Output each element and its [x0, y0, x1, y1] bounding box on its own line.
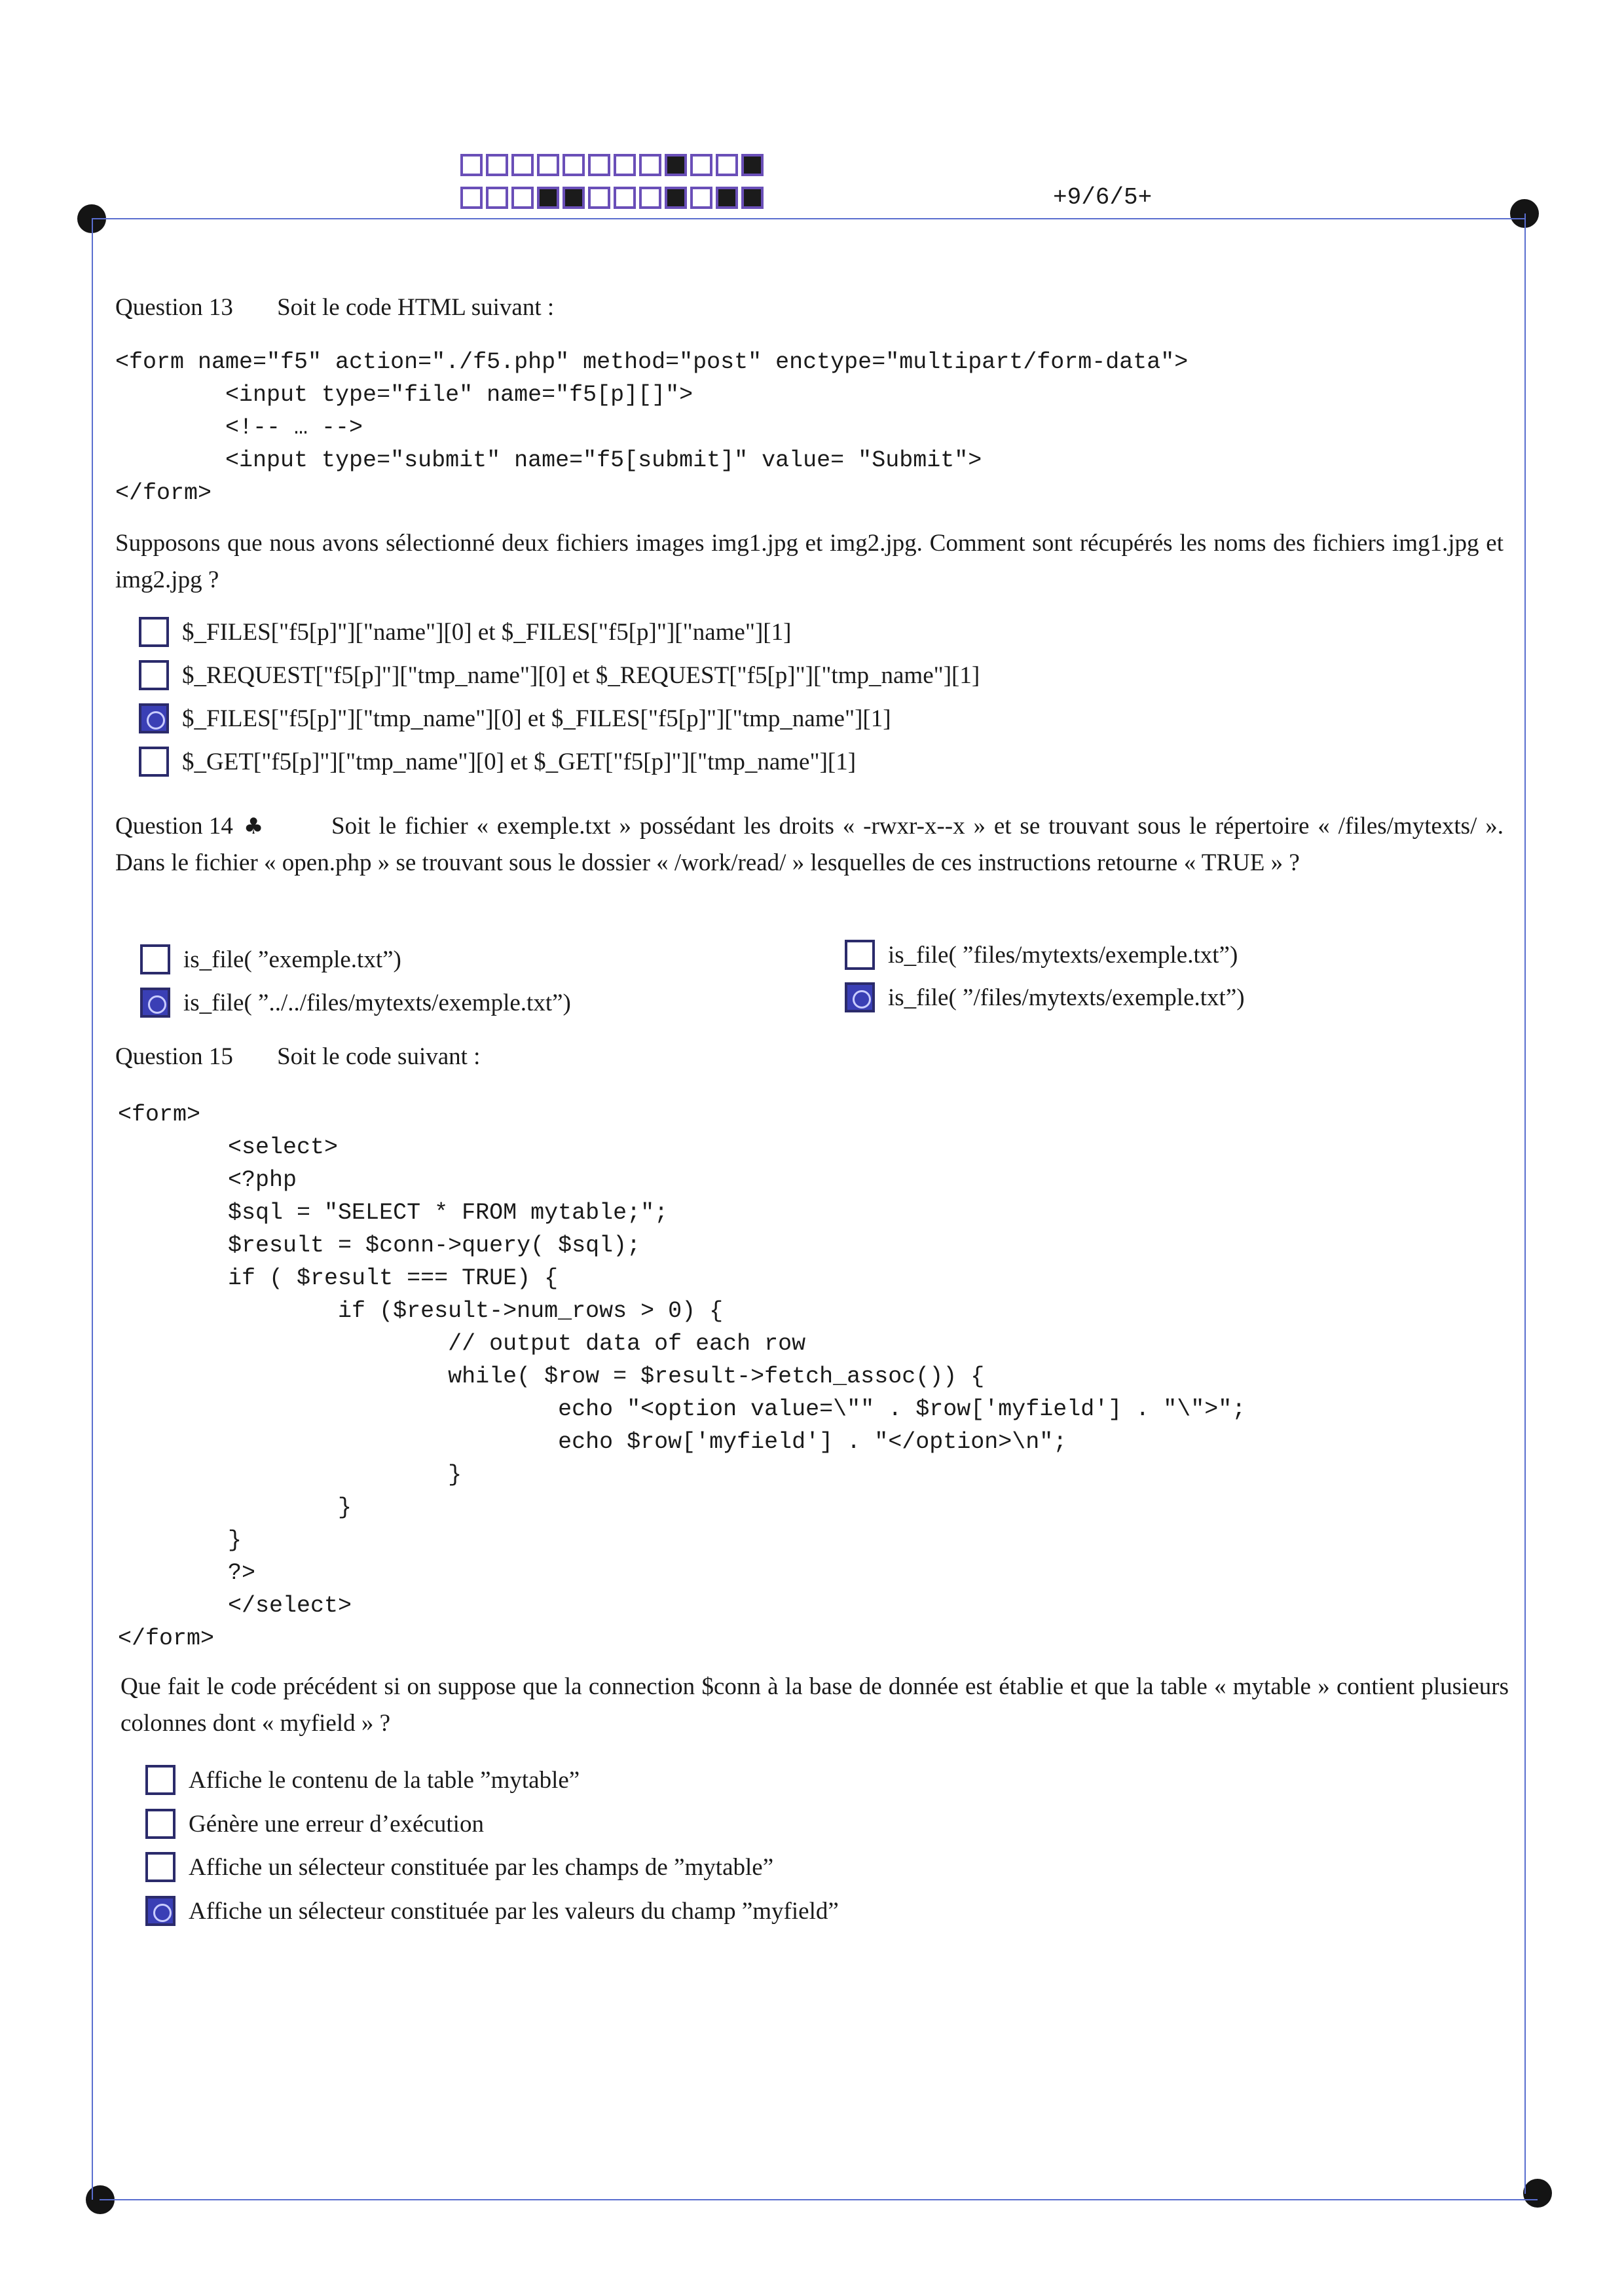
q13-label: Question 13 — [115, 294, 233, 321]
q14-option-label: is_file( ”files/mytexts/exemple.txt”) — [888, 941, 1238, 969]
q13-heading — [115, 293, 554, 322]
q14-option-label: is_file( ”exemple.txt”) — [183, 946, 401, 973]
barcode-cell — [511, 187, 534, 209]
checkbox[interactable] — [139, 617, 169, 647]
q13-option-label: $_FILES["f5[p]"]["name"][0] et $_FILES["f5[p]"]["name"][1] — [182, 618, 792, 646]
q14-option[interactable] — [140, 944, 401, 974]
barcode-row-1 — [460, 154, 767, 176]
frame-top — [92, 218, 1526, 219]
checkbox[interactable] — [845, 940, 875, 970]
q15-option[interactable] — [145, 1809, 484, 1839]
checkbox[interactable] — [139, 660, 169, 690]
q14-option-label: is_file( ”/files/mytexts/exemple.txt”) — [888, 984, 1245, 1011]
checkbox[interactable] — [140, 944, 170, 974]
q14-option[interactable] — [845, 940, 1238, 970]
checkbox[interactable] — [139, 747, 169, 777]
q15-option-label: Affiche un sélecteur constituée par les valeurs du champ ”myfield” — [189, 1897, 839, 1925]
q15-option-label: Affiche le contenu de la table ”mytable” — [189, 1766, 580, 1794]
barcode-cell — [460, 154, 483, 176]
barcode-cell — [639, 187, 661, 209]
checkbox[interactable] — [145, 1852, 175, 1882]
q15-intro: Soit le code suivant : — [277, 1043, 481, 1070]
corner-marker-bottom-right — [1523, 2179, 1552, 2208]
q15-option[interactable] — [145, 1896, 839, 1926]
q13-option[interactable] — [139, 617, 791, 647]
q15-option[interactable] — [145, 1852, 773, 1882]
q15-option[interactable] — [145, 1765, 580, 1795]
q15-option-label: Génère une erreur d’exécution — [189, 1810, 484, 1838]
checkbox[interactable] — [145, 1765, 175, 1795]
q15-question: Que fait le code précédent si on suppose que la connection $conn à la base de donnée est établie et que la table « mytable » contient plusieurs colonnes dont « myfield » ? — [120, 1673, 1509, 1737]
q13-question: Supposons que nous avons sélectionné deux fichiers images img1.jpg et img2.jpg. Comment sont récupérés les noms des fichiers img1.jpg et img2.jpg ? — [115, 530, 1504, 593]
barcode-cell — [690, 187, 712, 209]
q13-option[interactable] — [139, 747, 856, 777]
barcode-cell — [460, 187, 483, 209]
q15-heading — [115, 1043, 480, 1071]
q13-intro: Soit le code HTML suivant : — [277, 294, 555, 321]
barcode-cell — [511, 154, 534, 176]
barcode-cell — [741, 154, 764, 176]
checkbox-checked[interactable] — [145, 1896, 175, 1926]
barcode-cell — [537, 154, 559, 176]
checkbox[interactable] — [145, 1809, 175, 1839]
q14-question: Soit le fichier « exemple.txt » possédant les droits « -rwxr-x--x » et se trouvant sous le répertoire « /files/mytexts/ ». Dans le fichier « open.php » se trouvant sous le dossier « /work/read/ » lesquelles de ces instructions retourne « TRUE » ? — [115, 813, 1504, 876]
barcode-cell — [486, 154, 508, 176]
barcode-cell — [563, 154, 585, 176]
frame-left — [92, 218, 93, 2200]
barcode-cell — [665, 154, 687, 176]
checkbox-checked[interactable] — [140, 988, 170, 1018]
frame-right — [1524, 213, 1526, 2194]
q15-label: Question 15 — [115, 1043, 233, 1070]
q13-option[interactable] — [139, 660, 980, 690]
q13-option[interactable] — [139, 703, 891, 733]
checkbox-checked[interactable] — [139, 703, 169, 733]
barcode-cell — [614, 154, 636, 176]
barcode-cell — [486, 187, 508, 209]
frame-bottom — [100, 2199, 1538, 2200]
checkbox-checked[interactable] — [845, 982, 875, 1012]
page-code: +9/6/5+ — [1053, 184, 1153, 211]
q15-option-label: Affiche un sélecteur constituée par les champs de ”mytable” — [189, 1853, 774, 1881]
barcode-cell — [563, 187, 585, 209]
barcode-cell — [588, 187, 610, 209]
barcode-cell — [665, 187, 687, 209]
club-icon: ♣ — [243, 813, 264, 840]
barcode-cell — [639, 154, 661, 176]
barcode-cell — [716, 154, 738, 176]
q13-option-label: $_REQUEST["f5[p]"]["tmp_name"][0] et $_REQUEST["f5[p]"]["tmp_name"][1] — [182, 661, 980, 689]
q14-option[interactable] — [140, 988, 571, 1018]
barcode-cell — [588, 154, 610, 176]
q15-code: <form> <select> <?php $sql = "SELECT * FROM mytable;"; $result = $conn->query( $sql); if ( $result === TRUE) { if ($result->num_rows > 0) { // output data of each row while( $row = $result->fetch_assoc()) { echo "<option value=\"" . $row['myfield'] . "\">"; echo $row['myfield'] . "</option>\n"; } } } ?> </select> </form> — [118, 1102, 1246, 1652]
barcode-cell — [614, 187, 636, 209]
barcode-cell — [690, 154, 712, 176]
q14-option[interactable] — [845, 982, 1245, 1012]
q13-option-label: $_FILES["f5[p]"]["tmp_name"][0] et $_FILES["f5[p]"]["tmp_name"][1] — [182, 705, 891, 732]
barcode-row-2 — [460, 187, 767, 209]
barcode-cell — [716, 187, 738, 209]
barcode-cell — [537, 187, 559, 209]
q13-code: <form name="f5" action="./f5.php" method="post" enctype="multipart/form-data"> <input type="file" name="f5[p][]"> <!-- … --> <input type="submit" name="f5[submit]" value= "Submit"> </form> — [115, 349, 1189, 506]
q14-label: Question 14 — [115, 813, 233, 840]
q14-option-label: is_file( ”../../files/mytexts/exemple.txt”) — [183, 989, 571, 1016]
barcode-cell — [741, 187, 764, 209]
q13-option-label: $_GET["f5[p]"]["tmp_name"][0] et $_GET["f5[p]"]["tmp_name"][1] — [182, 748, 857, 775]
